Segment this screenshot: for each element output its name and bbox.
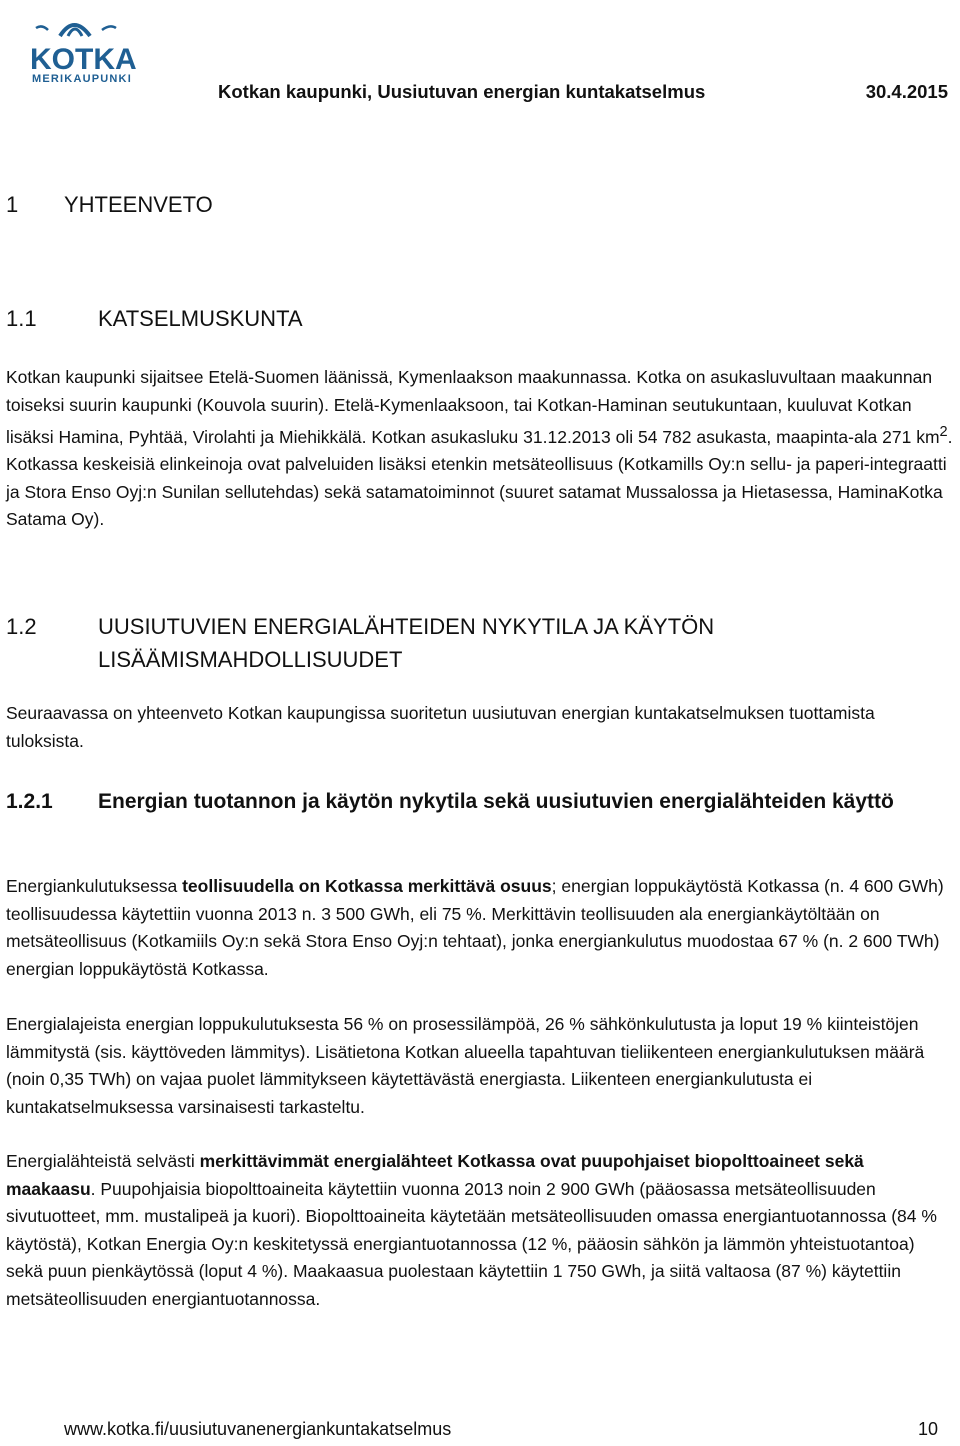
superscript: 2 [939,424,948,440]
paragraph-energialahteet [6,1148,956,1313]
kotka-logo-graphic [18,6,158,84]
heading-section-1-2-1 [6,785,956,818]
heading-number: 1 [6,192,19,217]
paragraph-text: Energialähteistä selvästi [6,1151,200,1171]
document-title: Kotkan kaupunki, Uusiutuvan energian kuntakatselmus [218,81,706,102]
page-number: 10 [917,1419,938,1439]
heading-text: KATSELMUSKUNTA [98,306,303,331]
heading-text: Energian tuotannon ja käytön nykytila sekä uusiutuvien energialähteiden käyttö [98,790,894,813]
heading-number: 1.2 [6,614,37,639]
paragraph-text: . Puupohjaisia biopolttoaineita käytettiin vuonna 2013 noin 2 900 GWh (pääosassa metsäteollisuuden sivutuotteet, mm. mustalipeä ja kuori). Biopolttoaineita käytetään metsäteollisuuden omassa energiantuotannossa (84 % käytöstä), Kotkan Energia Oy:n keskitetyssä energiantuotannossa (12 %, pääosin sähkön ja lämmön yhteistuotantoa) sekä puun pienkäytössä (loput 4 %). Maakaasua puolestaan käytettiin 1 750 GWh, ja siitä valtaosa (87 %) käytettiin metsäteollisuuden energiantuotannossa. [6,1178,937,1309]
document-date: 30.4.2015 [865,81,948,102]
logo-subtitle: MERIKAUPUNKI [32,73,132,84]
footer-url-link[interactable]: www.kotka.fi/uusiutuvanenergiankuntakatselmus [64,1419,452,1439]
paragraph-text: Kotkan kaupunki sijaitsee Etelä-Suomen läänissä, Kymenlaakson maakunnassa. Kotka on asukasluvultaan maakunnan toiseksi suurin kaupunki (Kouvola suurin). Etelä-Kymenlaaksoon, tai Kotkan-Haminan seutukuntaan, kuuluvat Kotkan lisäksi Hamina, Pyhtää, Virolahti ja Miehikkälä. Kotkan asukasluku 31.12.2013 oli 54 782 asukasta, maapinta-ala 271 km [6,367,940,447]
heading-section-1-2 [6,610,956,676]
paragraph-katselmuskunta [6,364,956,534]
paragraph-bold-text: merkittävimmät energialähteet Kotkassa ovat puupohjaiset biopolttoaineet sekä maakaasu [6,1151,864,1199]
paragraph-text: Energiankulutuksessa [6,876,183,896]
paragraph-text: ; energian loppukäytöstä Kotkassa (n. 4 600 GWh) teollisuudessa käytettiin vuonna 2013 n. 3 500 GWh, eli 75 %. Merkittävin teollisuuden ala energiankäytöltään on metsäteollisuus (Kotkamiils Oy:n sekä Stora Enso Oyj:n tehtaat), jonka energiankulutus muodostaa 67 % (n. 2 600 TWh) energian loppukäytöstä Kotkassa. [6,876,944,979]
paragraph-text: . Kotkassa keskeisiä elinkeinoja ovat palveluiden lisäksi etenkin metsäteollisuus (Kotkamills Oy:n sellu- ja paperi-integraatti ja Stora Enso Oyj:n Sunilan sellutehdas) sekä satamatoiminnot (suuret satamat Mussalossa ja Hietasessa, HaminaKotka Satama Oy). [6,426,953,530]
page-header [218,81,948,103]
heading-text: YHTEENVETO [64,192,213,217]
kotka-logo [18,6,158,84]
logo-wordmark: KOTKA [30,43,137,76]
paragraph-intro: Seuraavassa on yhteenveto Kotkan kaupungissa suoritetun uusiutuvan energian kuntakatselmuksen tuottamista tuloksista. [6,703,875,751]
heading-text: UUSIUTUVIEN ENERGIALÄHTEIDEN NYKYTILA JA KÄYTÖN LISÄÄMISMAHDOLLISUUDET [98,614,715,672]
paragraph-energialajit: Energialajeista energian loppukulutuksesta 56 % on prosessilämpöä, 26 % sähkönkulutusta ja loput 19 % kiinteistöjen lämmitystä (sis. käyttöveden lämmitys). Lisätietona Kotkan alueella tapahtuvan tieliikenteen energiankulutuksen määrä (noin 0,35 TWh) on vajaa puolet lämmitykseen käytettävästä energiasta. Liikenteen energiankulutusta ei kuntakatselmuksessa varsinaisesti tarkasteltu. [6,1014,925,1117]
heading-section-1-1 [6,306,303,332]
heading-section-1 [6,192,213,218]
heading-number: 1.2.1 [6,790,53,813]
paragraph-bold-text: teollisuudella on Kotkassa merkittävä osuus [182,876,552,896]
heading-number: 1.1 [6,306,37,331]
paragraph-energiankulutus [6,873,956,983]
